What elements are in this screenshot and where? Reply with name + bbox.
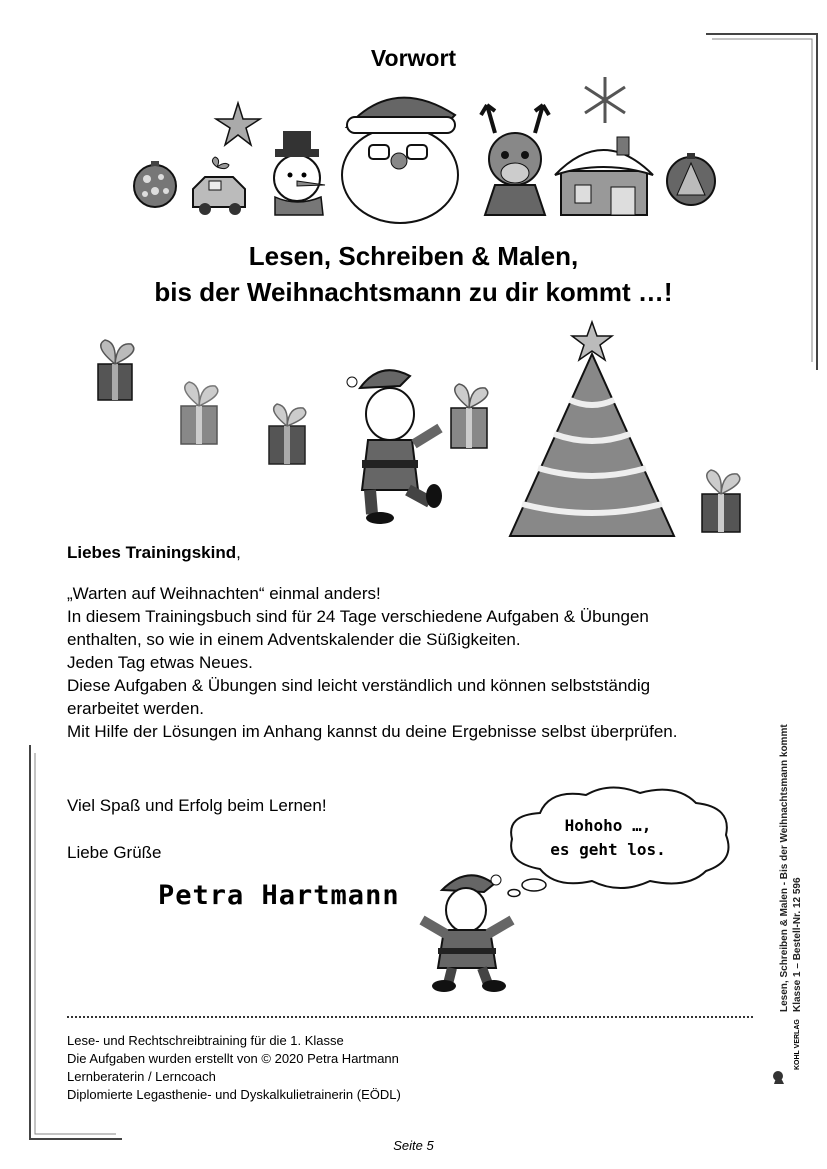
letter-line: In diesem Trainingsbuch sind für 24 Tage verschiedene Aufgaben & Übungen (67, 607, 649, 626)
signature: Petra Hartmann (158, 880, 400, 911)
speech-bubble-text (542, 814, 674, 862)
publisher-logo-icon (770, 1040, 810, 1100)
letter-greeting (67, 543, 241, 563)
publisher-name: KOHL VERLAG (794, 1019, 801, 1070)
headline (0, 238, 827, 310)
santa-waving-icon (418, 868, 518, 994)
sidebar-line-2: Klasse 1 – Bestell-Nr. 12 596 (792, 877, 803, 1012)
gift-box-icon (702, 470, 740, 532)
christmas-decoration-row (125, 75, 725, 225)
page-number: Seite 5 (393, 1138, 434, 1153)
gift-box-icon (269, 404, 306, 464)
footer-divider (67, 1016, 753, 1018)
gift-box-icon (181, 382, 218, 444)
footer-line: Lernberaterin / Lerncoach (67, 1069, 216, 1084)
reindeer-icon (481, 105, 549, 215)
christmas-scene-illustration (80, 320, 750, 540)
sidebar-line-1: Lesen, Schreiben & Malen - Bis der Weihnachtsmann kommt (779, 724, 790, 1012)
snowflake-icon (585, 77, 625, 123)
letter-closing: Viel Spaß und Erfolg beim Lernen! (67, 796, 327, 815)
santa-face-icon (342, 98, 458, 223)
gift-box-icon (98, 340, 134, 400)
footer (67, 1032, 401, 1104)
letter-line: Diese Aufgaben & Übungen sind leicht verständlich und können selbstständig (67, 676, 651, 695)
toy-car-icon (193, 157, 245, 215)
christmas-tree-icon (510, 322, 674, 536)
sidebar-book-info (778, 724, 804, 1012)
footer-line: Diplomierte Legasthenie- und Dyskalkulietrainerin (EÖDL) (67, 1087, 401, 1102)
letter-line: Jeden Tag etwas Neues. (67, 653, 253, 672)
letter-line: enthalten, so wie in einem Adventskalender die Süßigkeiten. (67, 630, 521, 649)
footer-line: Lese- und Rechtschreibtraining für die 1. Klasse (67, 1033, 344, 1048)
footer-line: Die Aufgaben wurden erstellt von © 2020 Petra Hartmann (67, 1051, 399, 1066)
headline-line-1: Lesen, Schreiben & Malen, (248, 241, 579, 271)
letter-body (67, 582, 678, 743)
greeting-comma: , (236, 543, 241, 562)
greeting-name: Liebes Trainingskind (67, 543, 237, 562)
letter-line: „Warten auf Weihnachten“ einmal anders! (67, 584, 381, 603)
headline-line-2: bis der Weihnachtsmann zu dir kommt …! (154, 277, 673, 307)
gingerbread-house-icon (555, 137, 653, 215)
santa-walking-icon (347, 370, 442, 524)
ornament-ball-icon (134, 161, 176, 207)
gift-box-icon (451, 384, 488, 448)
star-icon (216, 103, 260, 145)
page-title: Vorwort (370, 45, 457, 71)
letter-regards: Liebe Grüße (67, 843, 162, 862)
speech-bubble-line-2: es geht los. (550, 840, 666, 859)
snowman-icon (274, 131, 325, 215)
ornament-tree-ball-icon (667, 153, 715, 205)
speech-bubble-line-1: Hohoho …, (564, 816, 652, 835)
letter-line: erarbeitet werden. (67, 699, 205, 718)
letter-line: Mit Hilfe der Lösungen im Anhang kannst du deine Ergebnisse selbst überprüfen. (67, 722, 678, 741)
